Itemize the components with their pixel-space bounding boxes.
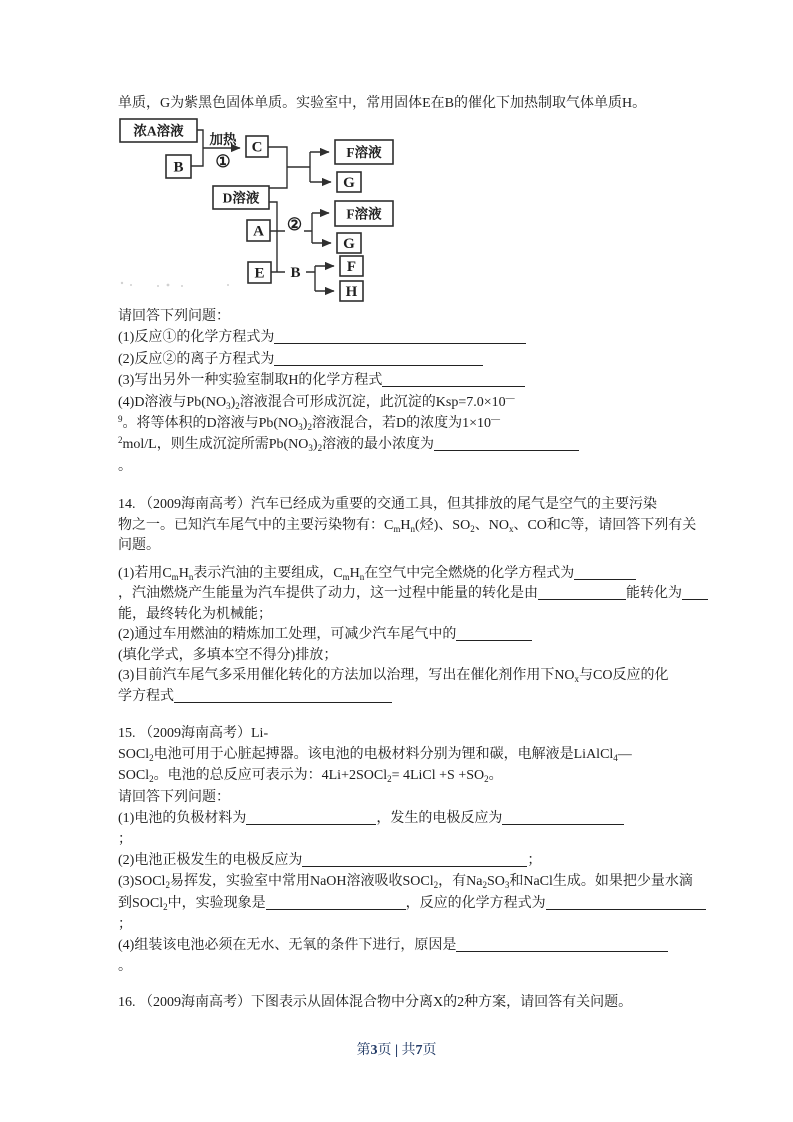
q13-item-4-line-1: (4)D溶液与$Pb(NO_3)_2$溶液混合可形成沉淀，此沉淀的Ksp=7.0×10— xyxy=(118,392,515,411)
question-16 xyxy=(118,992,684,1013)
page-footer xyxy=(0,1042,793,1060)
answer-blank xyxy=(266,908,406,910)
q15-item-2: (2)电池正极发生的电极反应为 ； xyxy=(118,853,542,869)
answer-blank xyxy=(246,823,376,825)
label-H: H xyxy=(345,284,358,300)
q14-line-3: 问题。 xyxy=(118,538,160,553)
q15-line-1: 15. （2009海南高考）Li- xyxy=(118,726,269,741)
q14-item-1-line-2: ，汽油燃烧产生能量为汽车提供了动力，这一过程中能量的转化是由 能转化为 xyxy=(118,584,684,605)
answer-blank xyxy=(274,364,483,366)
label-concentrated-A-solution: 浓A溶液 xyxy=(133,123,184,139)
q13-item-4-line-3: $^2$mol/L，则生成沉淀所需$Pb(NO_3)_2$溶液的最小浓度为 xyxy=(118,434,684,455)
answer-blank xyxy=(382,385,525,387)
answer-blank xyxy=(546,908,706,910)
answer-blank xyxy=(456,639,532,641)
answer-blank xyxy=(502,823,624,825)
label-F: F xyxy=(346,259,357,275)
q13-item-2: (2)反应②的离子方程式为 xyxy=(118,349,684,370)
q13-prompt: 请回答下列问题： xyxy=(118,309,230,324)
answer-blank xyxy=(174,701,392,703)
q14-item-2-line-2: (填化学式，多填本空不得分)排放； xyxy=(118,647,338,663)
answer-blank xyxy=(274,342,526,344)
label-F-solution-2: F溶液 xyxy=(346,206,382,222)
catalyst-B-label: B xyxy=(290,265,301,281)
q15-item-1-line-2: ； xyxy=(118,832,132,848)
question-14 xyxy=(118,495,697,707)
answer-blank xyxy=(302,865,527,867)
q15-item-3-line-2: 到SOCl$_2$中，实验现象是 ，反应的化学方程式为 xyxy=(118,893,684,914)
q16-line-1: 16. （2009海南高考）下图表示从固体混合物中分离X的2种方案，请回答有关问题。 xyxy=(118,995,633,1010)
label-B-box: B xyxy=(173,159,184,176)
question-13-intro xyxy=(118,93,684,114)
answer-blank xyxy=(682,598,708,600)
q15-item-3-line-1: (3)SOCl$_2$易挥发，实验室中常用NaOH溶液吸收SOCl$_2$，有$Na_2SO_3$和NaCl生成。如果把少量水滴 xyxy=(118,874,693,891)
q15-line-3: SOCl$_2$。电池的总反应可表示为：4Li+2SOCl$_2$= 4LiCl $+S +SO_2$。 xyxy=(118,768,503,785)
label-G-1: G xyxy=(343,175,355,191)
label-A-box: A xyxy=(253,223,264,240)
answer-blank xyxy=(456,950,668,952)
question-13-items xyxy=(118,306,684,477)
q15-item-4-line-1: (4)组装该电池必须在无水、无氧的条件下进行，原因是 xyxy=(118,935,684,956)
reaction-flow-diagram xyxy=(118,114,410,314)
label-G-2: G xyxy=(343,236,355,252)
label-C-box: C xyxy=(251,139,263,156)
q14-item-3-line-1: (3)目前汽车尾气多采用催化转化的方法加以治理，写出在催化剂作用下$NO_x$与CO反应的化 xyxy=(118,668,669,684)
answer-blank xyxy=(538,598,626,600)
q14-line-2: 物之一。已知汽车尾气中的主要污染物有：$C_mH_n$(烃)、$SO_2$、$NO_x$、CO和C等，请回答下列有关 xyxy=(118,517,697,534)
q14-item-2-line-1: (2)通过车用燃油的精炼加工处理，可减少汽车尾气中的 xyxy=(118,625,684,646)
q13-item-4-line-4: 。 xyxy=(118,458,132,474)
q14-item-1-line-1: (1)若用$C_mH_n$表示汽油的主要组成，$C_mH_n$在空气中完全燃烧的化学方程式为 xyxy=(118,564,684,585)
page-number-text: 第3页 | 共7页 xyxy=(356,1043,437,1058)
answer-blank xyxy=(574,578,636,580)
question-15 xyxy=(118,723,693,977)
q15-prompt: 请回答下列问题： xyxy=(118,789,230,805)
q13-item-1: (1)反应①的化学方程式为 xyxy=(118,327,684,348)
step-1-circle-label: ① xyxy=(215,152,231,171)
step-2-circle-label: ② xyxy=(286,215,303,234)
scan-artifact-dots xyxy=(121,282,229,287)
q15-item-4-line-2: 。 xyxy=(118,959,132,975)
connector-C-D-merge xyxy=(267,147,287,188)
answer-blank xyxy=(434,449,579,451)
q15-item-1-line-1: (1)电池的负极材料为 ，发生的电极反应为 xyxy=(118,808,684,829)
q13-item-4-line-2: $^9$。将等体积的D溶液与$Pb(NO_3)_2$溶液混合，若D的浓度为1×10— xyxy=(118,414,500,433)
question-13-intro-text: 单质，G为紫黑色固体单质。实验室中，常用固体E在B的催化下加热制取气体单质H。 xyxy=(118,96,647,111)
q13-item-3: (3)写出另外一种实验室制取H的化学方程式 xyxy=(118,370,684,391)
q14-line-1: 14. （2009海南高考）汽车已经成为重要的交通工具，但其排放的尾气是空气的主要污染 xyxy=(118,497,657,512)
q14-item-1-line-3: 能，最终转化为机械能； xyxy=(118,606,272,622)
label-D-solution: D溶液 xyxy=(222,190,260,206)
q15-line-2: SOCl$_2$电池可用于心脏起搏器。该电池的电极材料分别为锂和碳，电解液是LiAlCl$_4$— xyxy=(118,747,632,764)
heat-label: 加热 xyxy=(209,132,237,147)
q14-item-3-line-2: 学方程式 xyxy=(118,687,684,708)
label-F-solution-1: F溶液 xyxy=(346,145,382,160)
label-E-box: E xyxy=(254,265,265,282)
q15-item-3-line-3: ； xyxy=(118,916,132,932)
